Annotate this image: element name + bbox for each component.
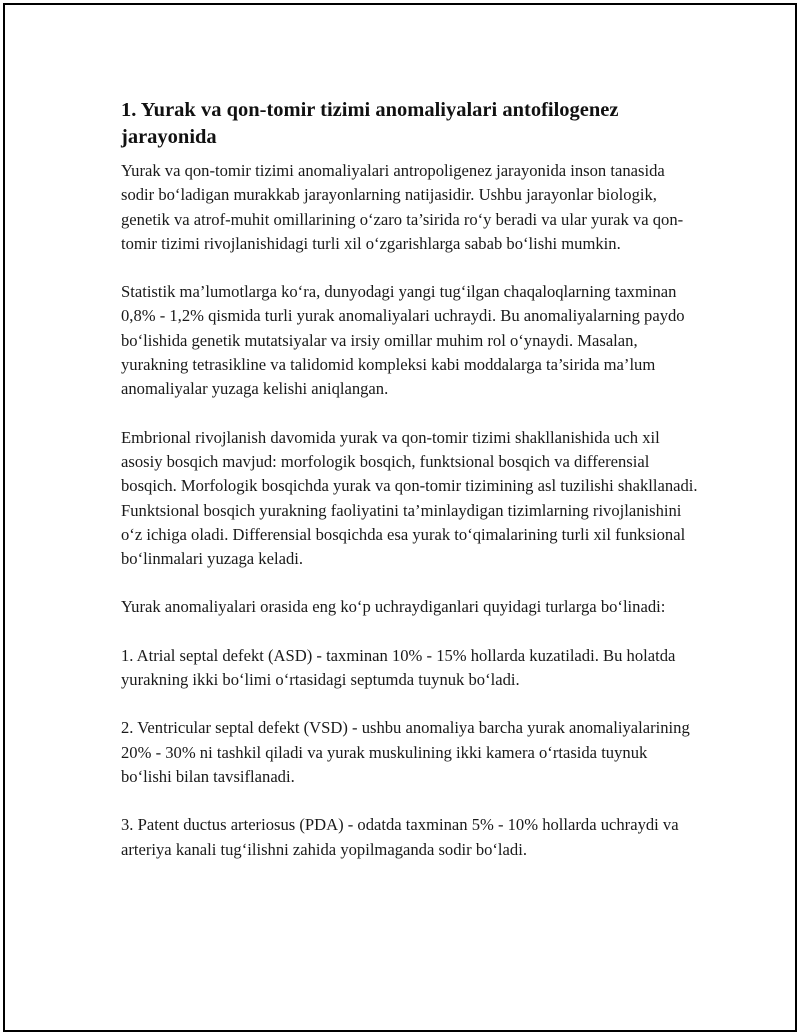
- list-item-asd: 1. Atrial septal defekt (ASD) - taxminan 10% - 15% hollarda kuzatiladi. Bu holatda yurakning ikki bo‘limi o‘rtasidagi septumda tuynuk bo‘ladi.: [121, 645, 676, 690]
- paragraph-statistics: Statistik ma’lumotlarga ko‘ra, dunyodagi yangi tug‘ilgan chaqaloqlarning taxminan 0,8% - 1,2% qismida turli yurak anomaliyalari uchraydi. Bu anomaliyalarning paydo bo‘lishida genetik mutatsiyalar va irsiy omillar muhim rol o‘ynaydi. Masalan, yurakning tetrasikline va talidomid kompleksi kabi moddalarga ta’sirida ma’lum anomaliyalar yuzaga kelishi aniqlangan.: [121, 282, 685, 399]
- document-body: [121, 97, 701, 862]
- paragraph-intro: Yurak va qon-tomir tizimi anomaliyalari antropoligenez jarayonida inson tanasida sodir bo‘ladigan murakkab jarayonlarning natijasidir. Ushbu jarayonlar biologik, genetik va atrof-muhit omillarining o‘zaro ta’sirida ro‘y beradi va ular yurak va qon-tomir tizimi rivojlanishidagi turli xil o‘zgarishlarga sabab bo‘lishi mumkin.: [121, 161, 684, 253]
- paragraph-types-intro: Yurak anomaliyalari orasida eng ko‘p uchraydiganlari quyidagi turlarga bo‘linadi:: [121, 597, 666, 617]
- paragraph-embryonic-stages: Embrional rivojlanish davomida yurak va qon-tomir tizimi shakllanishida uch xil asosiy bosqich mavjud: morfologik bosqich, funktsional bosqich va differensial bosqich. Morfologik bosqichda yurak va qon-tomir tizimining asl tuzilishi shakllanadi. Funktsional bosqich yurakning faoliyatini ta’minlaydigan tizimlarning rivojlanishini o‘z ichiga oladi. Differensial bosqichda esa yurak to‘qimalarining turli xil funksional bo‘linmalari yuzaga keladi.: [121, 427, 698, 569]
- page-frame: [3, 3, 797, 1032]
- document-title: 1. Yurak va qon-tomir tizimi anomaliyalari antofilogenez jarayonida: [121, 99, 619, 148]
- list-item-vsd: 2. Ventricular septal defekt (VSD) - ushbu anomaliya barcha yurak anomaliyalarining 20% - 30% ni tashkil qiladi va yurak muskulining ikki kamera o‘rtasida tuynuk bo‘lishi bilan tavsiflanadi.: [121, 718, 690, 786]
- list-item-pda: 3. Patent ductus arteriosus (PDA) - odatda taxminan 5% - 10% hollarda uchraydi va arteriya kanali tug‘ilishni zahida yopilmaganda sodir bo‘ladi.: [121, 815, 679, 859]
